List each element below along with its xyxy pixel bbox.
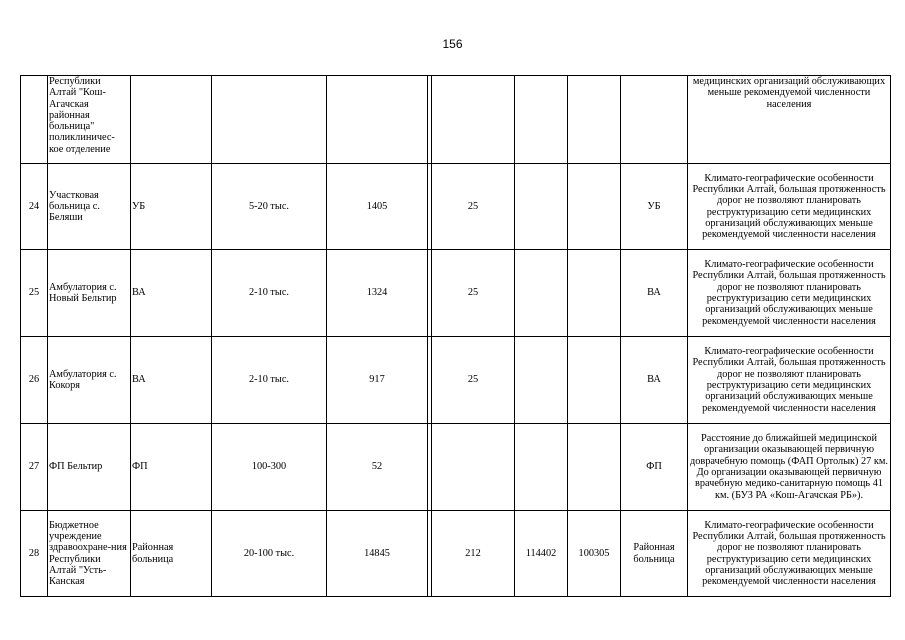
- recommended-type: УБ: [621, 164, 688, 250]
- facility-name: Бюджетное учреждение здравоохране-ния Республики Алтай "Усть-Канская: [48, 511, 131, 597]
- recommended-type: ВА: [621, 250, 688, 337]
- population-range: 5-20 тыс.: [212, 164, 327, 250]
- facilities-table: [20, 75, 891, 597]
- value-cell: [568, 76, 621, 164]
- value-cell: [568, 424, 621, 511]
- population-range: 2-10 тыс.: [212, 337, 327, 424]
- table-row: [21, 511, 891, 597]
- facility-type: ВА: [131, 337, 212, 424]
- justification: Климато-географические особенности Республики Алтай, большая протяженность дорог не позволяют планировать реструктуризацию сети медицинских организаций обслуживающих меньше рекомендуемой численности населения: [688, 164, 891, 250]
- justification: Климато-географические особенности Республики Алтай, большая протяженность дорог не позволяют планировать реструктуризацию сети медицинских организаций обслуживающих меньше рекомендуемой численности населения: [688, 511, 891, 597]
- recommended-type: ВА: [621, 337, 688, 424]
- served-population: 917: [327, 337, 428, 424]
- facility-name: Амбулатория с. Новый Бельтир: [48, 250, 131, 337]
- served-population: 1324: [327, 250, 428, 337]
- row-number: 25: [21, 250, 48, 337]
- recommended-type: [621, 76, 688, 164]
- facility-name: Участковая больница с. Беляши: [48, 164, 131, 250]
- value-cell: [568, 164, 621, 250]
- population-range: 20-100 тыс.: [212, 511, 327, 597]
- table-row: [21, 76, 891, 164]
- served-population: 52: [327, 424, 428, 511]
- facility-type: Районная больница: [131, 511, 212, 597]
- value-cell: 114402: [515, 511, 568, 597]
- value-cell: [515, 76, 568, 164]
- page-number: 156: [442, 37, 463, 51]
- facility-type: УБ: [131, 164, 212, 250]
- distance-value: 25: [432, 164, 515, 250]
- population-range: [212, 76, 327, 164]
- row-number: 27: [21, 424, 48, 511]
- value-cell: [515, 424, 568, 511]
- row-number: [21, 76, 48, 164]
- facility-type: ФП: [131, 424, 212, 511]
- population-range: 100-300: [212, 424, 327, 511]
- justification: Климато-географические особенности Республики Алтай, большая протяженность дорог не позволяют планировать реструктуризацию сети медицинских организаций обслуживающих меньше рекомендуемой численности населения: [688, 337, 891, 424]
- facility-name: Республики Алтай "Кош-Агачская районная больница" поликлиничес-кое отделение: [48, 76, 131, 164]
- justification: Климато-географические особенности Республики Алтай, большая протяженность дорог не позволяют планировать реструктуризацию сети медицинских организаций обслуживающих меньше рекомендуемой численности населения: [688, 250, 891, 337]
- row-number: 24: [21, 164, 48, 250]
- facility-type: [131, 76, 212, 164]
- value-cell: [568, 250, 621, 337]
- distance-value: 212: [432, 511, 515, 597]
- served-population: 1405: [327, 164, 428, 250]
- distance-value: 25: [432, 250, 515, 337]
- row-number: 28: [21, 511, 48, 597]
- value-cell: [568, 337, 621, 424]
- value-cell: [515, 250, 568, 337]
- table-row: [21, 250, 891, 337]
- value-cell: 100305: [568, 511, 621, 597]
- value-cell: [515, 337, 568, 424]
- justification: Расстояние до ближайшей медицинской организации оказывающей первичную доврачебную помощь (ФАП Ортолык) 27 км. До организации оказывающей первичную врачебную медико-санитарную помощь 41 км. (БУЗ РА «Кош-Агачская РБ»).: [688, 424, 891, 511]
- distance-value: 25: [432, 337, 515, 424]
- served-population: [327, 76, 428, 164]
- distance-value: [432, 424, 515, 511]
- facility-name: Амбулатория с. Кокоря: [48, 337, 131, 424]
- recommended-type: Районная больница: [621, 511, 688, 597]
- facility-type: ВА: [131, 250, 212, 337]
- row-number: 26: [21, 337, 48, 424]
- justification: медицинских организаций обслуживающих меньше рекомендуемой численности населения: [688, 76, 891, 164]
- served-population: 14845: [327, 511, 428, 597]
- recommended-type: ФП: [621, 424, 688, 511]
- table-row: [21, 424, 891, 511]
- population-range: 2-10 тыс.: [212, 250, 327, 337]
- value-cell: [515, 164, 568, 250]
- table-row: [21, 337, 891, 424]
- table-row: [21, 164, 891, 250]
- distance-value: [432, 76, 515, 164]
- facility-name: ФП Бельтир: [48, 424, 131, 511]
